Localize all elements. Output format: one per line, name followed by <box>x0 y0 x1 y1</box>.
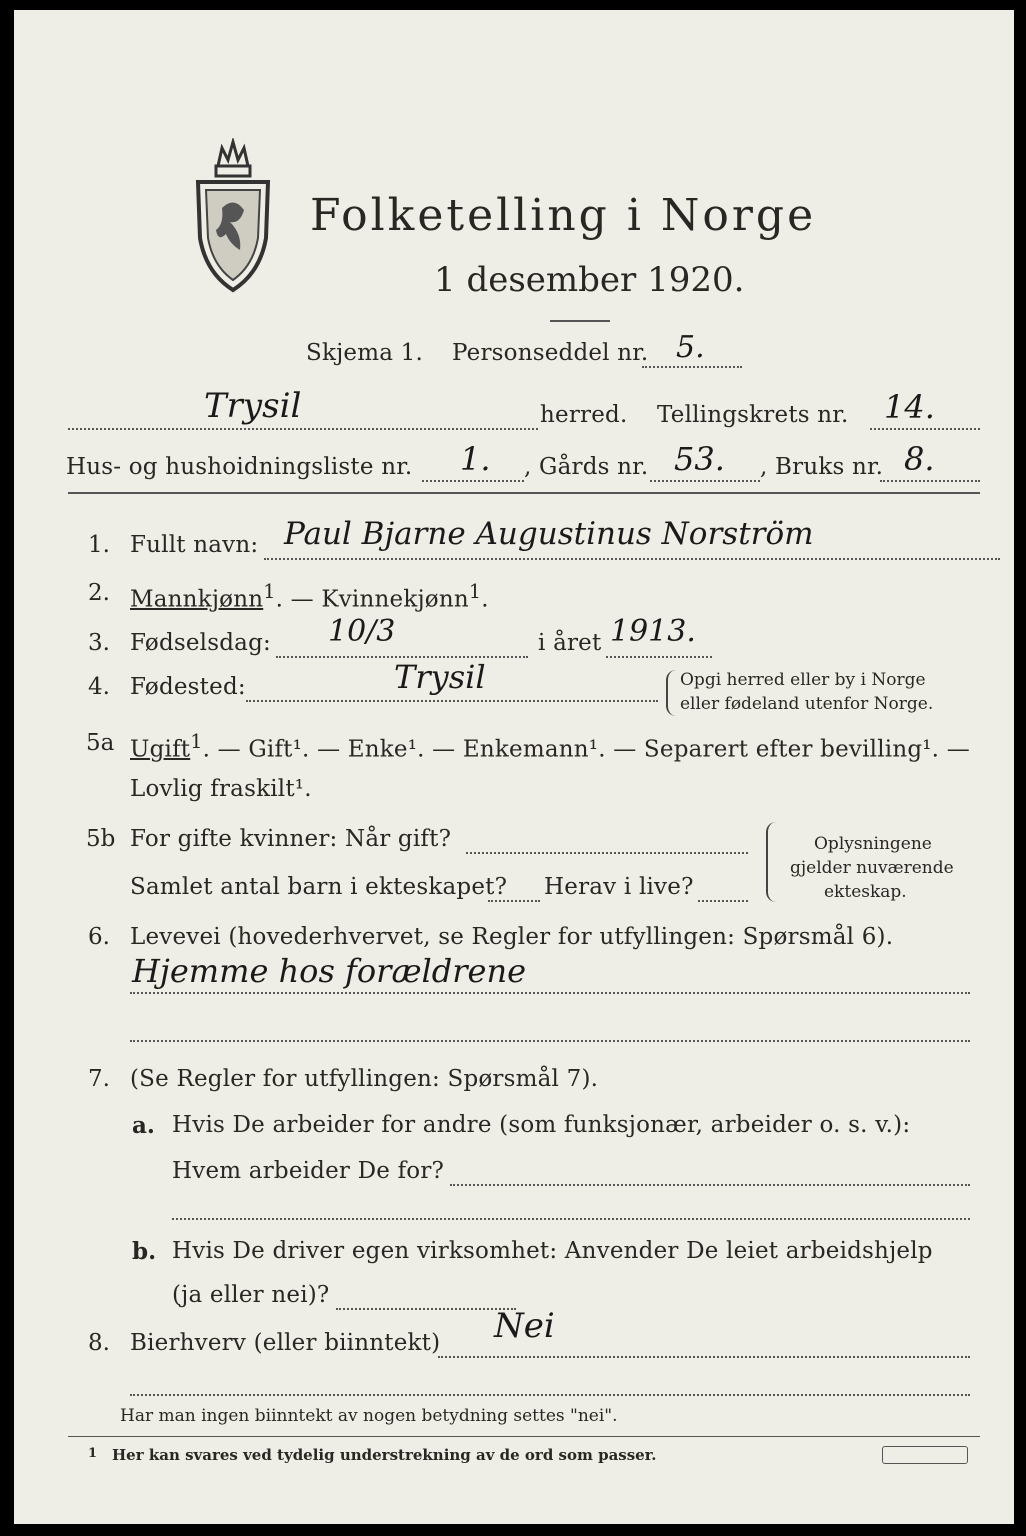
herred-value[interactable]: Trysil <box>204 386 302 426</box>
q3-year-value[interactable]: 1913. <box>610 614 696 649</box>
bottom-note: Har man ingen biinntekt av nogen betydning settes "nei". <box>120 1406 618 1426</box>
q5a-ugift-option[interactable]: Ugift <box>130 736 191 763</box>
hus-value[interactable]: 1. <box>460 440 491 478</box>
q6-field-line2 <box>130 1040 970 1042</box>
q3-number: 3. <box>88 630 110 656</box>
q4-value[interactable]: Trysil <box>394 658 486 696</box>
q6-field-line1 <box>130 992 970 994</box>
census-form <box>14 10 1014 1524</box>
footnote-mark: 1 <box>88 1446 98 1461</box>
tellingskrets-value[interactable]: 14. <box>884 388 935 426</box>
coat-of-arms-icon <box>190 138 276 294</box>
q4-note-bracket <box>666 670 676 716</box>
herred-label: herred. <box>540 402 628 428</box>
q4-note-line1: Opgi herred eller by i Norge <box>680 670 926 690</box>
q5b-note-line2: gjelder nuværende <box>790 858 954 878</box>
q5b-label3: Herav i live? <box>544 874 694 900</box>
tellingskrets-label: Tellingskrets nr. <box>657 402 849 428</box>
q4-note-line2: eller fødeland utenfor Norge. <box>680 694 934 714</box>
q1-value[interactable]: Paul Bjarne Augustinus Norström <box>284 516 814 552</box>
q6-value[interactable]: Hjemme hos forældrene <box>132 952 527 990</box>
title-divider <box>550 320 610 322</box>
q7-number: 7. <box>88 1066 110 1092</box>
form-title: Folketelling i Norge <box>310 190 817 241</box>
q5a-line2: Lovlig fraskilt¹. <box>130 776 312 802</box>
hus-field-line <box>422 480 524 482</box>
q2-options: Mannkjønn$^1$. — Kvinnekjønn$^1$. <box>130 580 489 613</box>
q5a-options: Ugift$^1$. — Gift¹. — Enke¹. — Enkemann¹. — Separert efter bevilling¹. — <box>130 730 970 763</box>
q5b-note-bracket <box>766 822 776 902</box>
q8-number: 8. <box>88 1330 110 1356</box>
bruks-value[interactable]: 8. <box>904 440 935 478</box>
q1-number: 1. <box>88 532 110 558</box>
q3-day-value[interactable]: 10/3 <box>328 614 396 649</box>
q5b-married-field-line <box>466 852 748 854</box>
q3-year-field-line <box>606 656 712 658</box>
q7-label: (Se Regler for utfyllingen: Spørsmål 7). <box>130 1066 599 1092</box>
form-date: 1 desember 1920. <box>434 260 745 300</box>
q5a-number: 5a <box>86 730 115 756</box>
q5b-label1: For gifte kvinner: Når gift? <box>130 826 452 852</box>
q5b-note-line3: ekteskap. <box>824 882 907 902</box>
hus-label: Hus- og hushoidningsliste nr. <box>66 454 413 480</box>
personseddel-field-line <box>642 366 742 368</box>
q5b-number: 5b <box>86 826 116 852</box>
footnote-separator <box>68 1436 980 1437</box>
q8-field-line1 <box>438 1356 970 1358</box>
q6-number: 6. <box>88 924 110 950</box>
skjema-label: Skjema 1. <box>306 340 424 366</box>
q2-number: 2. <box>88 580 110 606</box>
q7b-number: b. <box>132 1238 157 1265</box>
q8-field-line2 <box>130 1394 970 1396</box>
q7a-field-line2 <box>172 1218 970 1220</box>
footnote-text: Her kan svares ved tydelig understrekning av de ord som passer. <box>112 1446 657 1464</box>
herred-field-line <box>68 428 538 430</box>
q5b-children-field-line <box>488 900 540 902</box>
gards-label: , Gårds nr. <box>524 454 649 480</box>
printer-stamp <box>882 1446 968 1464</box>
q4-label: Fødested: <box>130 674 246 700</box>
q2-male-option[interactable]: Mannkjønn <box>130 586 264 613</box>
q7a-line1: Hvis De arbeider for andre (som funksjonær, arbeider o. s. v.): <box>172 1112 911 1138</box>
q7b-field-line <box>336 1308 516 1310</box>
gards-field-line <box>650 480 760 482</box>
q8-label: Bierhverv (eller biinntekt) <box>130 1330 441 1356</box>
bruks-field-line <box>880 480 980 482</box>
q7b-line1: Hvis De driver egen virksomhet: Anvender De leiet arbeidshjelp <box>172 1238 933 1264</box>
q3-year-label: i året <box>538 630 602 656</box>
q8-value[interactable]: Nei <box>494 1306 555 1346</box>
q5b-label2: Samlet antal barn i ekteskapet? <box>130 874 508 900</box>
header-separator <box>68 492 980 494</box>
q7a-line2: Hvem arbeider De for? <box>172 1158 445 1184</box>
q1-field-line <box>264 558 1000 560</box>
q2-female-option[interactable]: Kvinnekjønn <box>321 586 469 613</box>
bruks-label: , Bruks nr. <box>760 454 884 480</box>
gards-value[interactable]: 53. <box>674 440 725 478</box>
q7b-line2: (ja eller nei)? <box>172 1282 330 1308</box>
q1-label: Fullt navn: <box>130 532 259 558</box>
q5b-note-line1: Oplysningene <box>814 834 932 854</box>
personseddel-label: Personseddel nr. <box>452 340 649 366</box>
q7a-number: a. <box>132 1112 155 1139</box>
personseddel-value[interactable]: 5. <box>676 330 705 365</box>
q3-label: Fødselsdag: <box>130 630 271 656</box>
tellingskrets-field-line <box>870 428 980 430</box>
q5b-alive-field-line <box>698 900 748 902</box>
q6-label: Levevei (hovederhvervet, se Regler for utfyllingen: Spørsmål 6). <box>130 924 894 950</box>
q4-field-line <box>246 700 658 702</box>
q7a-field-line1 <box>450 1184 970 1186</box>
q4-number: 4. <box>88 674 110 700</box>
